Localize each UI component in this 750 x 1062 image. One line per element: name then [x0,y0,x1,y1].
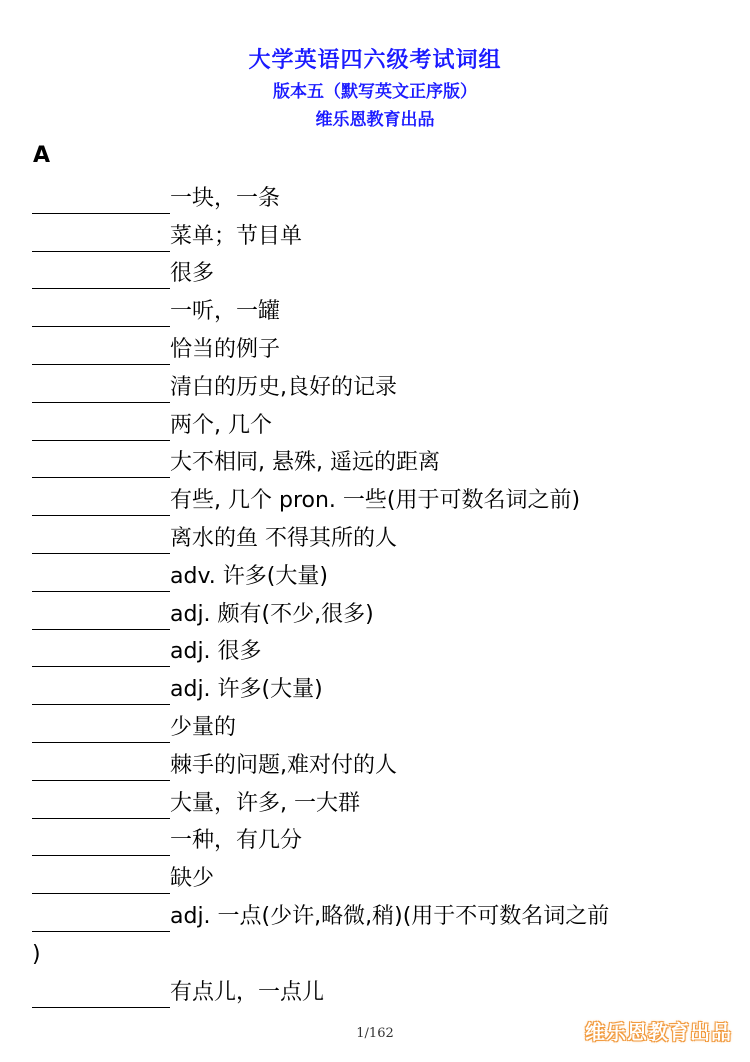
entry-meaning: 很多 [170,261,215,287]
entry-wrap-continuation: ) [32,941,41,967]
entry-row [32,667,732,705]
entry-row [32,441,732,479]
entry-row [32,478,732,516]
entry-meaning: adv. 许多(大量) [170,563,328,589]
entry-meaning: adj. 颇有(不少,很多) [170,601,374,627]
entry-row [32,630,732,668]
page-number: 1/162 [356,1026,394,1041]
entry-meaning: 有些, 几个 pron. 一些(用于可数名词之前) [170,488,581,514]
answer-blank[interactable] [32,561,170,592]
entry-row [32,289,732,327]
answer-blank[interactable] [32,410,170,441]
answer-blank[interactable] [32,636,170,667]
document-title: 大学英语四六级考试词组 [248,48,502,73]
entry-meaning: 棘手的问题,难对付的人 [170,752,397,778]
answer-blank[interactable] [32,599,170,630]
entry-meaning: 离水的鱼 不得其所的人 [170,525,397,551]
entry-meaning: 有点儿，一点儿 [170,979,325,1005]
answer-blank[interactable] [32,447,170,478]
entry-meaning: 一听，一罐 [170,299,281,325]
answer-blank[interactable] [32,977,170,1008]
entry-row [32,214,732,252]
answer-blank[interactable] [32,523,170,554]
entry-row [32,516,732,554]
entry-row [32,252,732,290]
entry-row [32,554,732,592]
entry-list [32,176,732,1008]
answer-blank[interactable] [32,183,170,214]
answer-blank[interactable] [32,372,170,403]
entry-meaning: 菜单；节目单 [170,223,303,249]
answer-blank[interactable] [32,788,170,819]
document-subtitle: 版本五（默写英文正序版） [273,82,477,102]
entry-row [32,592,732,630]
entry-meaning: 大量，许多, 一大群 [170,790,360,816]
entry-meaning: 一种，有几分 [170,828,303,854]
entry-row [32,970,732,1008]
answer-blank[interactable] [32,750,170,781]
entry-row [32,705,732,743]
entry-row [32,743,732,781]
answer-blank[interactable] [32,712,170,743]
entry-row [32,894,732,932]
section-heading: A [33,143,51,168]
answer-blank[interactable] [32,334,170,365]
entry-meaning: 清白的历史,良好的记录 [170,374,397,400]
answer-blank[interactable] [32,296,170,327]
entry-row [32,365,732,403]
answer-blank[interactable] [32,825,170,856]
entry-meaning: 两个, 几个 [170,412,272,438]
entry-row [32,176,732,214]
entry-meaning: 缺少 [170,866,215,892]
publisher-watermark: 维乐恩教育出品 [585,1020,732,1044]
answer-blank[interactable] [32,901,170,932]
entry-meaning: adj. 许多(大量) [170,677,323,703]
entry-meaning: 恰当的例子 [170,336,281,362]
entry-row [32,856,732,894]
entry-meaning: 大不相同, 悬殊, 遥远的距离 [170,450,440,476]
entry-meaning: adj. 一点(少许,略微,稍)(用于不可数名词之前 [170,903,610,929]
entry-row [32,403,732,441]
entry-meaning: 一块，一条 [170,185,281,211]
answer-blank[interactable] [32,863,170,894]
answer-blank[interactable] [32,674,170,705]
entry-row [32,781,732,819]
answer-blank[interactable] [32,485,170,516]
document-publisher: 维乐恩教育出品 [315,110,435,130]
document-header [0,44,750,134]
answer-blank[interactable] [32,221,170,252]
entry-meaning: adj. 很多 [170,639,262,665]
entry-row [32,327,732,365]
entry-row [32,819,732,857]
answer-blank[interactable] [32,258,170,289]
entry-meaning: 少量的 [170,714,237,740]
